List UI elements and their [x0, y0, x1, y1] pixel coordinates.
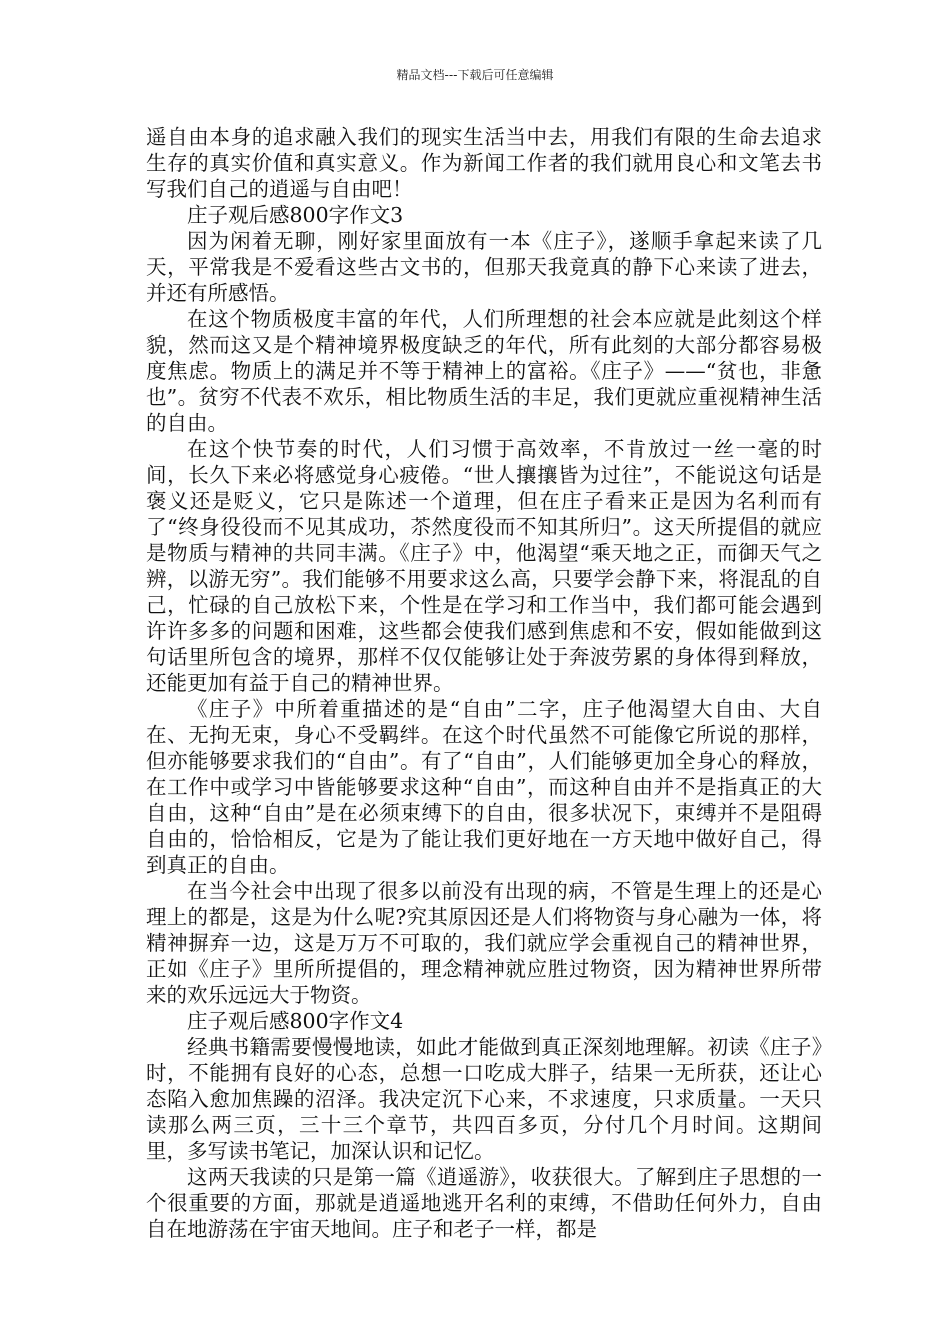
- paragraph: 这两天我读的只是第一篇《逍遥游》，收获很大。了解到庄子思想的一个很重要的方面，那就是逍遥地逃开名利的束缚，不借助任何外力，自由自在地游荡在宇宙天地间。庄子和老子一样，都是: [146, 1165, 822, 1241]
- paragraph: 《庄子》中所着重描述的是“自由”二字，庄子他渴望大自由、大自在、无拘无束，身心不受羁绊。在这个时代虽然不可能像它所说的那样，但亦能够要求我们的“自由”。有了“自由”，人们能够更加全身心的释放，在工作中或学习中皆能够要求这种“自由”，而这种自由并不是指真正的大自由，这种“自由”是在必须束缚下的自由，很多状况下，束缚并不是阻碍自由的，恰恰相反，它是为了能让我们更好地在一方天地中做好自己，得到真正的自由。: [146, 697, 822, 877]
- paragraph: 因为闲着无聊，刚好家里面放有一本《庄子》，遂顺手拿起来读了几天，平常我是不爱看这些古文书的，但那天我竟真的静下心来读了进去，并还有所感悟。: [146, 229, 822, 305]
- paragraph: 在这个快节奏的时代，人们习惯于高效率，不肯放过一丝一毫的时间，长久下来必将感觉身心疲倦。“世人攘攘皆为过往”，不能说这句话是褒义还是贬义，它只是陈述一个道理，但在庄子看来正是因为名利而有了“终身役役而不见其成功，苶然度役而不知其所归”。这天所提倡的就应是物质与精神的共同丰满。《庄子》中，他渴望“乘天地之正，而御天气之辨，以游无穷”。我们能够不用要求这么高，只要学会静下来，将混乱的自己，忙碌的自己放松下来，个性是在学习和工作当中，我们都可能会遇到许许多多的问题和困难，这些都会使我们感到焦虑和不安，假如能做到这句话里所包含的境界，那样不仅仅能够让处于奔波劳累的身体得到释放，还能更加有益于自己的精神世界。: [146, 437, 822, 695]
- paragraph: 在当今社会中出现了很多以前没有出现的病，不管是生理上的还是心理上的都是，这是为什么呢?究其原因还是人们将物资与身心融为一体，将精神摒弃一边，这是万万不可取的，我们就应学会重视自己的精神世界，正如《庄子》里所所提倡的，理念精神就应胜过物资，因为精神世界所带来的欢乐远远大于物资。: [146, 879, 822, 1007]
- section-heading-4: 庄子观后感800字作文4: [187, 1009, 404, 1033]
- section-heading-3: 庄子观后感800字作文3: [187, 203, 404, 227]
- paragraph: 在这个物质极度丰富的年代，人们所理想的社会本应就是此刻这个样貌，然而这又是个精神境界极度缺乏的年代，所有此刻的大部分都容易极度焦虑。物质上的满足并不等于精神上的富裕。《庄子》——“贫也，非惫也”。贫穷不代表不欢乐，相比物质生活的丰足，我们更就应重视精神生活的自由。: [146, 307, 822, 435]
- document-body: [146, 124, 822, 1242]
- page-header: 精品文档---下载后可任意编辑: [396, 68, 554, 82]
- paragraph-continuation: 遥自由本身的追求融入我们的现实生活当中去，用我们有限的生命去追求生存的真实价值和真实意义。作为新闻工作者的我们就用良心和文笔去书写我们自己的逍遥与自由吧！: [146, 125, 822, 201]
- paragraph: 经典书籍需要慢慢地读，如此才能做到真正深刻地理解。初读《庄子》时，不能拥有良好的心态，总想一口吃成大胖子，结果一无所获，还让心态陷入愈加焦躁的沼泽。我决定沉下心来，不求速度，只求质量。一天只读那么两三页，三十三个章节，共四百多页，分付几个月时间。这期间里，多写读书笔记，加深认识和记忆。: [146, 1035, 822, 1163]
